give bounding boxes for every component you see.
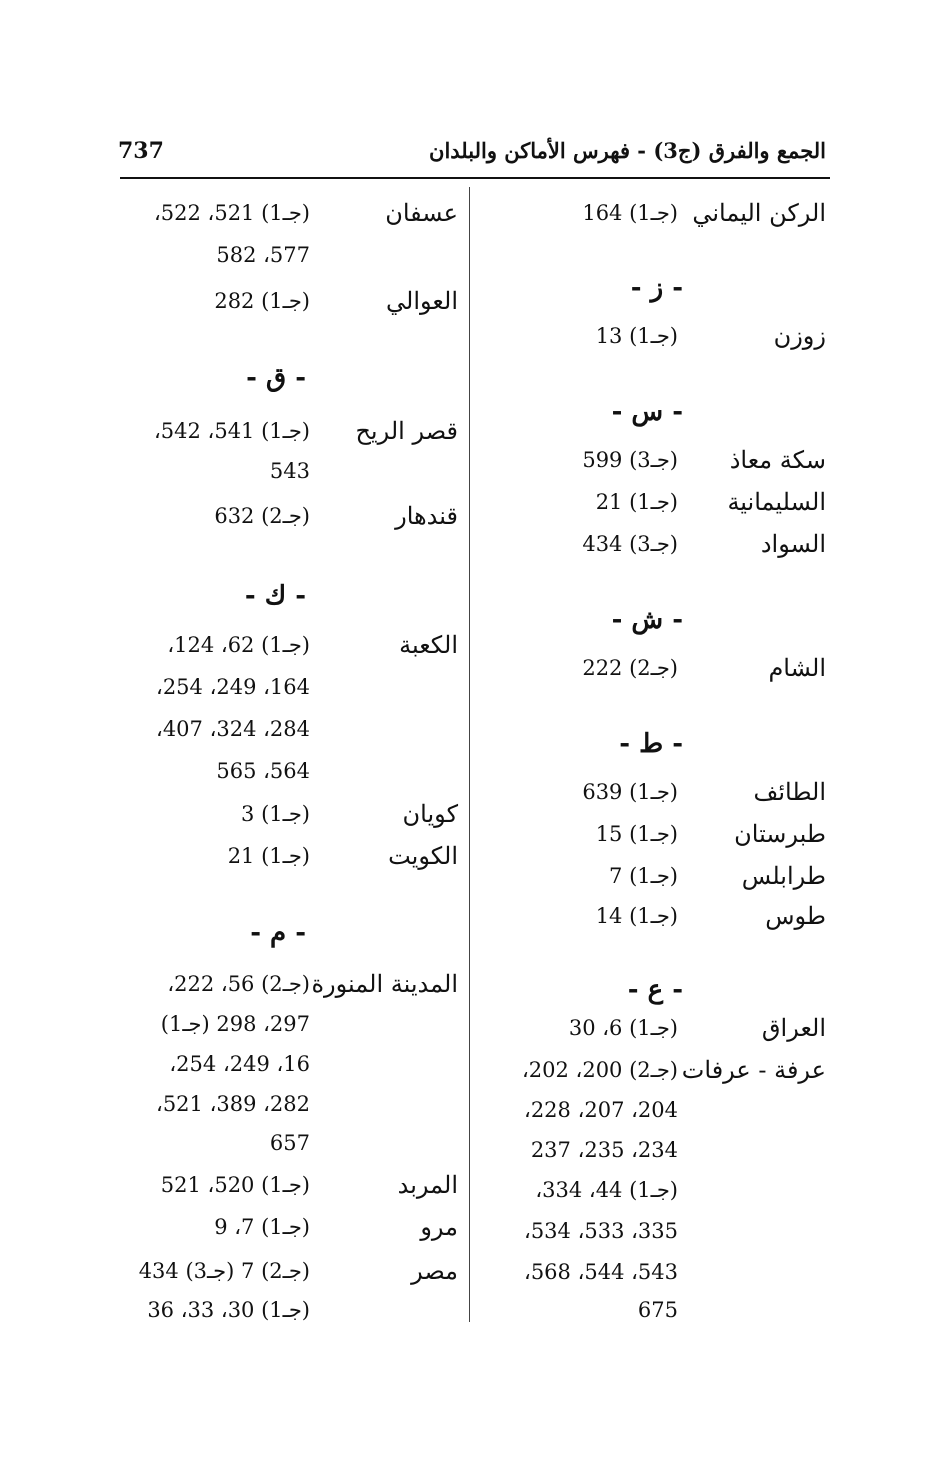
page-references: (جـ2) 200، 202، xyxy=(522,1058,678,1082)
page-references: 657 xyxy=(269,1131,310,1155)
page-references: (جـ1) 282 xyxy=(214,289,310,313)
page-references: (جـ1) 44، 334، xyxy=(535,1178,678,1202)
page-references: (جـ1) 62، 124، xyxy=(167,633,310,657)
place-name: الكويت xyxy=(388,842,458,870)
place-name: الطائف xyxy=(753,778,826,806)
page-references: 16، 249، 254، xyxy=(169,1052,310,1076)
index-entry xyxy=(0,1207,938,1247)
page-references: 543 xyxy=(269,459,310,483)
index-entry xyxy=(0,316,938,356)
place-name: عسفان xyxy=(385,199,458,227)
index-entry xyxy=(0,1251,938,1291)
index-entry xyxy=(0,1084,938,1124)
index-entry xyxy=(0,496,938,536)
index-entry xyxy=(0,411,938,451)
place-name: المربد xyxy=(397,1171,458,1199)
page-references: (جـ1) 14 xyxy=(595,904,678,928)
page-title: الجمع والفرق (ج3) - فهرس الأماكن والبلدان xyxy=(429,138,826,163)
place-name: مصر xyxy=(411,1257,458,1285)
page-references: 282، 389، 521، xyxy=(156,1092,310,1116)
index-entry xyxy=(0,896,938,936)
place-name: الشام xyxy=(768,654,826,682)
index-entry xyxy=(0,964,938,1004)
place-name: العوالي xyxy=(386,287,458,315)
page-references: (جـ3) 599 xyxy=(582,448,678,472)
page-references: (جـ1) 3 xyxy=(241,802,310,826)
place-name: قصر الريح xyxy=(355,417,458,445)
place-name: سكة معاذ xyxy=(729,446,826,474)
place-name: العراق xyxy=(761,1014,826,1042)
page-references: 204، 207، 228، xyxy=(524,1098,678,1122)
place-name: طبرستان xyxy=(734,820,826,848)
page-references: (جـ1) 30، 33، 36 xyxy=(147,1298,310,1322)
page-references: (جـ1) 13 xyxy=(595,324,678,348)
page-references: (جـ1) 639 xyxy=(582,780,678,804)
section-letter: - ق - xyxy=(246,363,306,393)
section-letter: - ع - xyxy=(627,975,683,1005)
page-references: 577، 582 xyxy=(216,243,310,267)
page-references: (جـ1) 7 xyxy=(609,864,678,888)
page-references: (جـ1) 520، 521 xyxy=(160,1173,310,1197)
place-name: زوزن xyxy=(773,322,826,350)
place-name: كويان xyxy=(402,800,458,828)
section-letter: - ك - xyxy=(244,581,306,611)
index-entry xyxy=(0,193,938,233)
index-entry xyxy=(0,625,938,665)
index-entry xyxy=(0,235,938,275)
page-references: (جـ1) 21 xyxy=(595,490,678,514)
page-references: 164، 249، 254، xyxy=(156,675,310,699)
page-references: 675 xyxy=(637,1298,678,1322)
place-name: عرفة - عرفات xyxy=(681,1056,826,1084)
place-name: المدينة المنورة xyxy=(311,970,458,998)
page-references: (جـ2) 56، 222، xyxy=(167,972,310,996)
page-references: (جـ2) 7 (جـ3) 434 xyxy=(138,1259,310,1283)
place-name: طوس xyxy=(765,902,826,930)
page-references: (جـ1) 15 xyxy=(595,822,678,846)
index-entry xyxy=(0,1004,938,1044)
page-references: (جـ3) 434 xyxy=(582,532,678,556)
section-letter: - ش - xyxy=(611,605,683,635)
index-entry xyxy=(0,667,938,707)
index-entry xyxy=(0,1123,938,1163)
place-name: السواد xyxy=(760,530,826,558)
section-letter: - س - xyxy=(611,397,683,427)
index-entry xyxy=(0,1165,938,1205)
page-number: 737 xyxy=(118,138,164,164)
index-entry xyxy=(0,751,938,791)
index-entry xyxy=(0,794,938,834)
page-references: (جـ1) 7، 9 xyxy=(214,1215,310,1239)
place-name: طرابلس xyxy=(741,862,826,890)
index-entry xyxy=(0,709,938,749)
page-references: 284، 324، 407، xyxy=(156,717,310,741)
place-name: قندهار xyxy=(395,502,458,530)
page-references: (جـ2) 632 xyxy=(214,504,310,528)
place-name: الركن اليماني xyxy=(692,199,826,227)
page-references: 564، 565 xyxy=(216,759,310,783)
page-references: 543، 544، 568، xyxy=(524,1260,678,1284)
page-references: (جـ1) 21 xyxy=(227,844,310,868)
index-entry xyxy=(0,836,938,876)
page-references: (جـ2) 222 xyxy=(582,656,678,680)
page-references: (جـ1) 541، 542، xyxy=(154,419,310,443)
index-entry xyxy=(0,1290,938,1330)
page-references: 335، 533، 534، xyxy=(524,1219,678,1243)
place-name: الكعبة xyxy=(399,631,458,659)
index-entry xyxy=(0,1044,938,1084)
index-entry xyxy=(0,281,938,321)
section-letter: - ز - xyxy=(630,273,683,303)
header-rule xyxy=(120,177,830,179)
section-letter: - م - xyxy=(250,918,306,948)
page-references: 234، 235، 237 xyxy=(530,1138,678,1162)
page-references: (جـ1) 521، 522، xyxy=(154,201,310,225)
page-references: (جـ1) 6، 30 xyxy=(568,1016,678,1040)
place-name: مرو xyxy=(420,1213,458,1241)
page-references: (جـ1) 164 xyxy=(582,201,678,225)
section-letter: - ط - xyxy=(619,729,683,759)
index-entry xyxy=(0,451,938,491)
place-name: السليمانية xyxy=(727,488,826,516)
page-references: 297، 298 (جـ1) xyxy=(160,1012,310,1036)
